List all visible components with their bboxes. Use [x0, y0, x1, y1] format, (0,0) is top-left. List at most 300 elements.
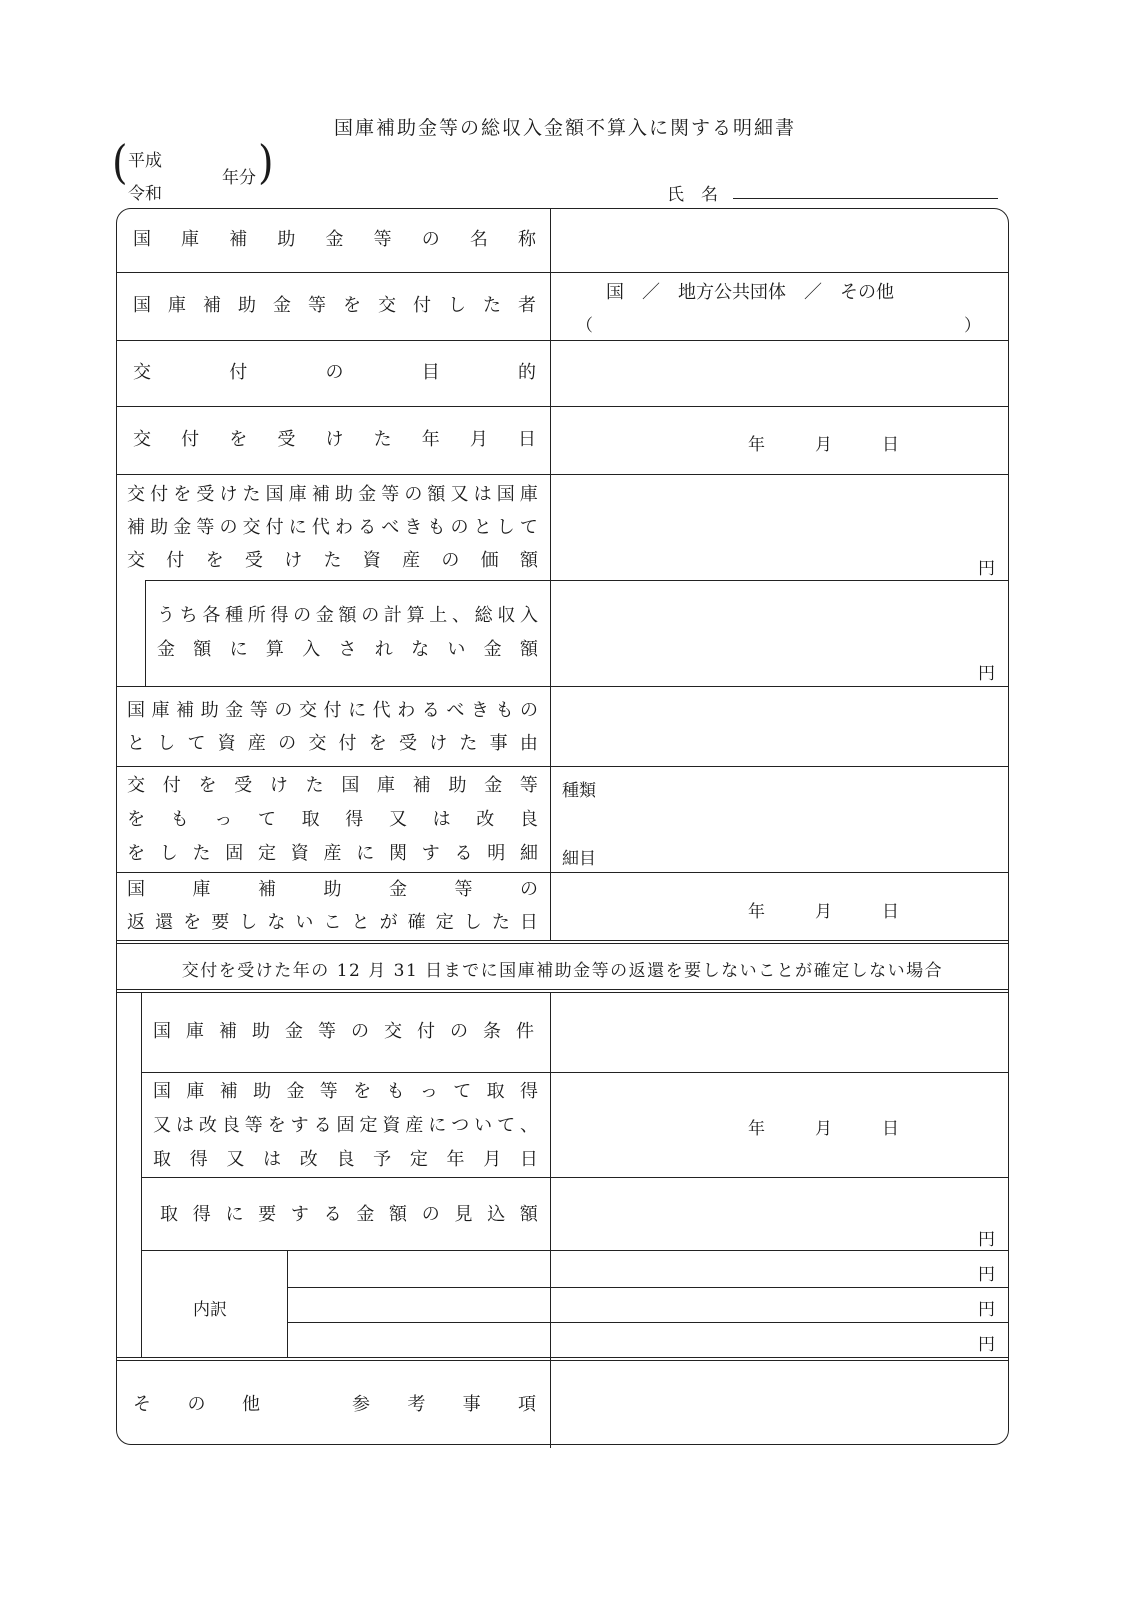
row-divider [145, 580, 1008, 581]
grantor-label [133, 289, 536, 323]
label-char: 定 [359, 1115, 378, 1136]
label-char: の [441, 550, 460, 571]
row-divider [117, 940, 1008, 941]
label-char: る [421, 700, 440, 721]
label-char: 予 [373, 1149, 392, 1170]
label-char: は [473, 484, 492, 505]
label-char: 要 [211, 912, 230, 933]
label-char: 国 [127, 700, 145, 721]
label-char: を [229, 429, 248, 450]
label-char: 日 [519, 1149, 538, 1170]
label-char: の [278, 733, 297, 754]
label-char: き [404, 517, 423, 538]
label-char: 資 [382, 1115, 401, 1136]
label-char: 補 [176, 700, 195, 721]
label-char: 又 [153, 1115, 171, 1136]
label-char: に [428, 1115, 447, 1136]
label-char: 交 [133, 429, 151, 450]
label-char: る [358, 517, 377, 538]
date-year: 年 [748, 1119, 765, 1139]
yen-unit: 円 [978, 1335, 995, 1355]
label-char: 庫 [192, 879, 211, 900]
grantor-paren-close: ） [964, 316, 981, 336]
column-divider [550, 992, 551, 1448]
planned-label-line2 [153, 1109, 538, 1143]
label-char: 日 [518, 429, 536, 450]
label-char: 庫 [519, 484, 538, 505]
label-char: 等 [308, 295, 326, 316]
label-char: を [353, 1081, 372, 1102]
label-char: 助 [238, 295, 256, 316]
date-year: 年 [748, 435, 765, 455]
label-char: て [519, 517, 538, 538]
label-char: 資 [290, 843, 309, 864]
yen-unit: 円 [978, 1230, 995, 1250]
label-char: 良 [519, 809, 538, 830]
label-char: 国 [133, 295, 151, 316]
label-char: を [267, 1115, 286, 1136]
date-received-label [133, 423, 536, 457]
yen-unit: 円 [978, 1300, 995, 1320]
label-char: 額 [519, 1204, 538, 1225]
label-char: 定 [409, 1149, 428, 1170]
breakdown-label: 内訳 [193, 1300, 227, 1320]
name-field[interactable] [733, 198, 998, 199]
label-char: 目 [421, 362, 440, 383]
label-char: の [274, 700, 293, 721]
label-char: も [427, 517, 446, 538]
label-char: け [269, 775, 288, 796]
label-char: 項 [517, 1394, 536, 1415]
label-char: た [242, 484, 261, 505]
label-char: 交 [133, 362, 151, 383]
yen-unit: 円 [978, 559, 995, 579]
year-label: 年分 [222, 168, 256, 188]
label-char: 月 [483, 1149, 502, 1170]
label-char: に [348, 700, 367, 721]
label-char: 見 [454, 1204, 473, 1225]
label-char: 得 [192, 1204, 211, 1225]
label-char: け [325, 429, 344, 450]
label-char: 交 [308, 733, 327, 754]
label-char: 金 [273, 295, 291, 316]
label-char: の [219, 517, 238, 538]
asset-label-line3 [127, 837, 538, 871]
label-char: 又 [226, 1149, 245, 1170]
label-char: 庫 [186, 1021, 204, 1042]
label-char: 受 [244, 550, 263, 571]
row-divider [141, 1177, 1008, 1178]
label-char: 等 [373, 229, 392, 250]
label-char: 的 [518, 362, 536, 383]
label-char: 庫 [181, 229, 200, 250]
label-char: き [470, 700, 489, 721]
date-year: 年 [748, 902, 765, 922]
label-char: と [351, 912, 370, 933]
planned-label-line1 [153, 1075, 538, 1109]
date-month: 月 [815, 435, 832, 455]
label-char: と [473, 517, 492, 538]
row-divider [287, 1322, 1008, 1323]
label-char: 庫 [151, 700, 170, 721]
label-char: そ [133, 1394, 151, 1415]
label-char: た [459, 733, 478, 754]
grantor-paren-open: （ [576, 316, 593, 336]
label-char: 名 [469, 229, 488, 250]
label-char: さ [338, 639, 357, 660]
row-divider [117, 474, 1008, 475]
label-char: 補 [127, 517, 145, 538]
label-char: も [386, 1081, 405, 1102]
yen-unit: 円 [978, 1265, 995, 1285]
label-char: な [411, 639, 430, 660]
label-char: の [450, 517, 469, 538]
label-char: 受 [398, 733, 417, 754]
label-char: を [343, 295, 361, 316]
label-char: べ [446, 700, 465, 721]
label-char: 入 [520, 605, 538, 626]
label-char: 庫 [377, 775, 396, 796]
label-char: 取 [153, 1149, 171, 1170]
label-char: 要 [258, 1204, 277, 1225]
label-char: 細 [520, 843, 538, 864]
label-char: 所 [247, 605, 266, 626]
label-char: も [170, 809, 189, 830]
label-char: 金 [483, 639, 502, 660]
label-char: 補 [258, 879, 276, 900]
label-char: の [421, 1204, 440, 1225]
label-char: な [267, 912, 286, 933]
label-char: 代 [311, 517, 330, 538]
label-char: す [421, 843, 440, 864]
label-char: は [432, 809, 451, 830]
label-char: を [173, 484, 192, 505]
label-char: わ [397, 700, 416, 721]
label-char: 代 [372, 700, 391, 721]
label-char: 得 [270, 605, 289, 626]
planned-label-line3 [153, 1143, 538, 1177]
row-divider [117, 686, 1008, 687]
label-char: の [325, 362, 344, 383]
label-char: 改 [299, 1149, 318, 1170]
label-char: の [404, 484, 423, 505]
label-char: た [323, 550, 342, 571]
label-char: 交 [127, 775, 145, 796]
label-char: 国 [265, 484, 284, 505]
label-char: 産 [405, 1115, 424, 1136]
label-char: い [295, 912, 314, 933]
label-char: 交 [378, 295, 396, 316]
label-char: 関 [389, 843, 407, 864]
label-char: を [368, 733, 387, 754]
label-char: つ [451, 1115, 470, 1136]
label-char: 等 [318, 1021, 336, 1042]
amount-label-line2 [127, 511, 538, 545]
date-day: 日 [882, 435, 899, 455]
label-char: 補 [229, 229, 248, 250]
label-char: 助 [323, 879, 342, 900]
name-label: 氏 名 [667, 185, 718, 205]
no-return-label-line2 [127, 906, 538, 940]
label-char: を [127, 843, 145, 864]
row-divider [117, 1360, 1008, 1361]
label-char: 助 [252, 1021, 270, 1042]
label-char: 事 [462, 1394, 481, 1415]
label-char: 助 [448, 775, 467, 796]
label-char: う [157, 605, 175, 626]
date-day: 日 [882, 1119, 899, 1139]
label-char: 額 [193, 639, 212, 660]
label-char: 他 [242, 1394, 260, 1415]
label-char: 金 [358, 484, 377, 505]
label-char: 国 [496, 484, 515, 505]
amount-label-line3 [127, 544, 538, 578]
label-char: 取 [486, 1081, 505, 1102]
label-char: 付 [181, 429, 200, 450]
label-char: 金 [389, 879, 407, 900]
label-char: ち [179, 605, 198, 626]
label-char: の [520, 700, 538, 721]
subsidy-name-label [133, 223, 536, 257]
left-paren: ( [112, 136, 128, 190]
label-char: を [198, 775, 217, 796]
label-char: 助 [277, 229, 296, 250]
label-char: 補 [219, 1081, 238, 1102]
row-divider [117, 766, 1008, 767]
label-char: 額 [427, 484, 446, 505]
label-char: 由 [519, 733, 538, 754]
label-char: 助 [334, 484, 353, 505]
label-char: に [356, 843, 375, 864]
label-char: て [187, 733, 206, 754]
label-char: 価 [480, 550, 499, 571]
label-char: 交 [298, 700, 317, 721]
indent-divider [141, 992, 142, 1358]
label-char: 庫 [186, 1081, 205, 1102]
label-char: 付 [229, 362, 248, 383]
label-char: る [323, 1204, 342, 1225]
row-divider [117, 943, 1008, 944]
label-char: 国 [153, 1081, 171, 1102]
reference-field[interactable] [555, 1364, 1005, 1442]
era-reiwa: 令和 [128, 184, 162, 204]
label-char: 補 [311, 484, 330, 505]
label-char: 等 [196, 517, 215, 538]
label-char: 改 [198, 1115, 217, 1136]
purpose-field[interactable] [555, 344, 1005, 402]
conditions-label [153, 1015, 534, 1049]
label-char: 込 [487, 1204, 506, 1225]
row-divider [287, 1287, 1008, 1288]
label-char: 金 [356, 1204, 375, 1225]
reason-label-line2 [127, 727, 538, 761]
label-char: を [183, 912, 202, 933]
label-char: 還 [155, 912, 174, 933]
label-char: 良 [221, 1115, 240, 1136]
row-divider [117, 340, 1008, 341]
grantor-options: 国 ／ 地方公共団体 ／ その他 [606, 282, 894, 303]
label-char: 金 [315, 605, 334, 626]
label-char: 産 [323, 843, 342, 864]
label-char: れ [374, 639, 393, 660]
row-divider [117, 406, 1008, 407]
label-char: 事 [489, 733, 508, 754]
purpose-label [133, 356, 536, 390]
label-char: 改 [476, 809, 495, 830]
label-char: 等 [381, 484, 400, 505]
label-char: 固 [225, 843, 244, 864]
label-char: 付 [417, 1021, 435, 1042]
label-char: い [474, 1115, 493, 1136]
label-char: 又 [388, 809, 407, 830]
label-char: 交 [242, 517, 261, 538]
label-char: 付 [338, 733, 357, 754]
label-char: た [491, 912, 510, 933]
page-title: 国庫補助金等の総収入金額不算入に関する明細書 [333, 117, 796, 139]
label-char: の [520, 879, 538, 900]
label-char: 付 [166, 550, 185, 571]
label-char: し [463, 912, 482, 933]
label-char: 受 [196, 484, 215, 505]
label-char: し [157, 733, 176, 754]
era-heisei: 平成 [128, 151, 162, 171]
label-char: 助 [253, 1081, 272, 1102]
label-char: 資 [217, 733, 236, 754]
label-char: 定 [435, 912, 454, 933]
indent-divider [145, 580, 146, 686]
label-char: す [290, 1204, 309, 1225]
label-char: た [373, 429, 392, 450]
breakdown-divider [287, 1250, 288, 1358]
date-day: 日 [882, 902, 899, 922]
yen-unit: 円 [978, 664, 995, 684]
label-char: し [159, 843, 178, 864]
label-char: 金 [225, 700, 244, 721]
label-char: て [257, 809, 276, 830]
label-char: 等 [519, 775, 538, 796]
label-char: っ [419, 1081, 438, 1102]
label-char: し [448, 295, 466, 316]
label-char: け [219, 484, 238, 505]
label-char: 等 [319, 1081, 338, 1102]
section-title: 交付を受けた年の 12 月 31 日までに国庫補助金等の返還を要しないことが確定しない場合 [181, 961, 944, 981]
label-char: 年 [421, 429, 440, 450]
no-return-label-line1 [127, 873, 538, 907]
label-char: 日 [519, 912, 538, 933]
label-char: 金 [285, 1021, 303, 1042]
label-char: 国 [133, 229, 151, 250]
label-char: す [290, 1115, 309, 1136]
label-char: る [454, 843, 473, 864]
label-char: 等 [249, 700, 268, 721]
label-char: 庫 [288, 484, 307, 505]
label-char: 庫 [168, 295, 186, 316]
label-char: っ [214, 809, 233, 830]
amount-label-line1 [127, 478, 538, 512]
label-char: し [496, 517, 515, 538]
label-char: 付 [150, 484, 169, 505]
label-char: し [239, 912, 258, 933]
row-divider [117, 989, 1008, 990]
label-char: 称 [518, 229, 536, 250]
label-char: 助 [200, 700, 219, 721]
row-divider [141, 1072, 1008, 1073]
label-char: 補 [412, 775, 431, 796]
label-char: 助 [150, 517, 169, 538]
label-char: 又 [450, 484, 469, 505]
label-char: 得 [345, 809, 364, 830]
label-char: の [293, 605, 312, 626]
label-char: に [288, 517, 307, 538]
label-char: 額 [519, 639, 538, 660]
label-char: の [187, 1394, 206, 1415]
label-char: 資 [362, 550, 381, 571]
label-char: た [483, 295, 501, 316]
label-char: は [175, 1115, 194, 1136]
reference-label [352, 1388, 536, 1422]
label-char: 付 [413, 295, 431, 316]
label-char: の [361, 605, 380, 626]
label-char: 考 [407, 1394, 426, 1415]
label-char: 算 [265, 639, 284, 660]
subsidy-name-field[interactable] [555, 212, 1005, 269]
label-char: べ [381, 517, 400, 538]
label-char: 確 [407, 912, 426, 933]
label-char: 、 [451, 605, 470, 626]
label-char: を [205, 550, 224, 571]
label-char: に [225, 1204, 244, 1225]
label-char: 明 [487, 843, 506, 864]
label-char: 種 [225, 605, 244, 626]
label-char: 国 [153, 1021, 171, 1042]
label-char: 月 [469, 429, 488, 450]
date-month: 月 [815, 902, 832, 922]
kind-label: 種類 [562, 781, 596, 801]
row-divider [117, 272, 1008, 273]
label-char: の [421, 229, 440, 250]
right-paren: ) [258, 136, 274, 190]
label-char: 良 [336, 1149, 355, 1170]
label-char: る [313, 1115, 332, 1136]
column-divider [550, 209, 551, 941]
label-char: 金 [325, 229, 344, 250]
label-char: 金 [484, 775, 503, 796]
label-char: 等 [244, 1115, 263, 1136]
label-char: 件 [516, 1021, 534, 1042]
label-char: 付 [323, 700, 342, 721]
label-char: 条 [483, 1021, 501, 1042]
excluded-label-line1 [157, 599, 538, 633]
label-char: 受 [277, 429, 296, 450]
label-char: 額 [389, 1204, 408, 1225]
label-char: の [351, 1021, 369, 1042]
date-month: 月 [815, 1119, 832, 1139]
label-char: 補 [219, 1021, 237, 1042]
label-char: 金 [157, 639, 175, 660]
other-label [133, 1388, 260, 1422]
label-char: 年 [446, 1149, 465, 1170]
label-char: た [305, 775, 324, 796]
label-char: 、 [520, 1115, 538, 1136]
label-char: 得 [189, 1149, 208, 1170]
label-char: 金 [286, 1081, 305, 1102]
excluded-label-line2 [157, 633, 538, 667]
estimate-label [160, 1198, 538, 1232]
label-char: け [284, 550, 303, 571]
label-char: 固 [336, 1115, 355, 1136]
label-char: て [497, 1115, 516, 1136]
label-char: の [450, 1021, 468, 1042]
